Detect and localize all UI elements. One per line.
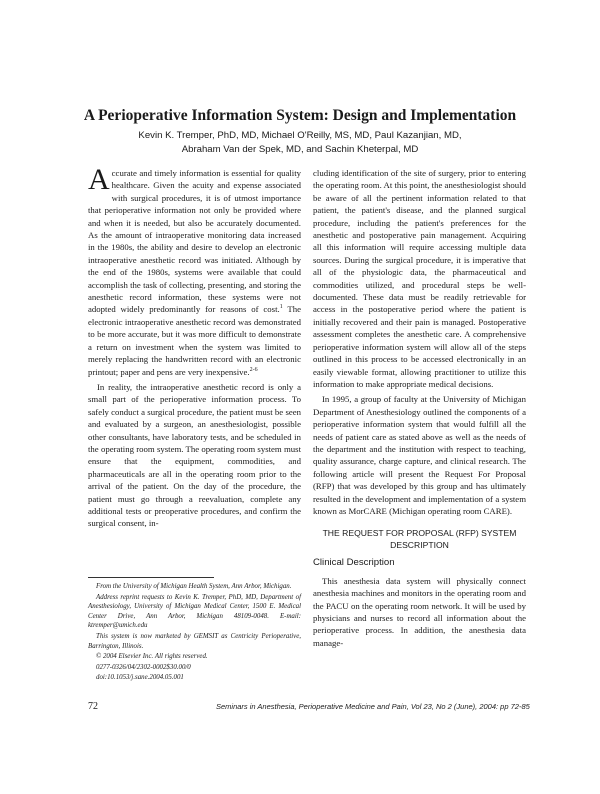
footnote-rule <box>88 577 214 578</box>
section-heading <box>313 527 526 551</box>
paragraph-1995: In 1995, a group of faculty at the University of Michigan Department of Anesthesiology outlined the components of a perioperative information system that would fulfill all the needs of patient care as stated above as well as the needs of the department and the institution with respect to teaching, quality assurance, charge capture, and clinical research. The following article will present the Request For Proposal (RFP) that was developed by this group and has ultimately resulted in the development and implementation of a system known as MorCARE (Michigan operating room CARE). <box>313 394 526 516</box>
authors-line-2: Abraham Van der Spek, MD, and Sachin Kheterpal, MD <box>181 144 419 155</box>
paragraph-continued: cluding identification of the site of surgery, prior to entering the operating room. At this point, the anesthesiologist should be aware of all the pertinent information related to that patient, the patient's disease, and the planned surgical procedure, including the patient's preferences for the anesthetic and postoperative pain management. Acquiring all this information will require accessing multiple data sources. During the surgical procedure, it is imperative that all of the physiologic data, the pharmaceutical and commodities utilized, and procedural steps be well-documented. These data must be readily retrievable for access in the postoperative period where the patient is initially recovered and their pain is managed. Postoperative assessment completes the anesthetic care. A comprehensive perioperative information system will allow all of the steps outlined in this process to be accessed electronically in an easily viewable format, allowing practitioner to utilize this information to make appropriate medical decisions. <box>313 168 526 389</box>
article-title: A Perioperative Information System: Design and Implementation <box>83 107 517 124</box>
left-column <box>88 163 302 530</box>
drop-cap: A <box>88 163 110 196</box>
subsection-heading: Clinical Description <box>313 557 395 569</box>
footnote-reprint: Address reprint requests to Kevin K. Tremper, PhD, MD, Department of Anesthesiology, University of Michigan Medical Center, 1500 E. Medical Center Drive, Ann Arbor, Michigan 48109-0048. E-mail: ktremper@umich.edu <box>88 593 301 630</box>
intro-text-cont: The electronic intraoperative anesthetic record was demonstrated to be more accurate, but it was more difficult to demonstrate a return on investment when the system was limited to merely replacing the handwritten record with an electronic printout; paper and pens are very inexpensive. <box>88 304 302 377</box>
section-heading-line-1: THE REQUEST FOR PROPOSAL (RFP) SYSTEM <box>322 528 517 539</box>
reference-2-6: 2-6 <box>249 366 258 373</box>
footnote-copyright: © 2004 Elsevier Inc. All rights reserved. <box>96 653 208 661</box>
journal-citation: Seminars in Anesthesia, Perioperative Medicine and Pain, Vol 23, No 2 (June), 2004: pp 72-85 <box>216 702 530 711</box>
intro-paragraph <box>88 163 302 378</box>
footnote-doi: doi:10.1053/j.sane.2004.05.001 <box>96 674 184 682</box>
section-heading-line-2: DESCRIPTION <box>390 540 449 551</box>
right-column <box>313 167 526 649</box>
footnote-affiliation: From the University of Michigan Health System, Ann Arbor, Michigan. <box>96 583 292 590</box>
intro-text: ccurate and timely information is essential for quality healthcare. Given the acuity and expense associated with surgical procedures, it is of utmost importance that perioperative information not only be provided where and when it is needed, but also be accurately documented. As the amount of intraoperative monitoring data increased in the 1980s, the ability and desire to develop an electronic intraoperative anesthetic record was initiated. Although by the end of the 1980s, systems were available that could accomplish the task of collecting, presenting, and storing the anesthetic record information, these systems were not adopted widely predominantly for reasons of cost. <box>88 168 301 315</box>
footnote-marketing: This system is now marketed by GEMSIT as Centricity Perioperative, Barrington, Illinois. <box>88 632 301 650</box>
footnote-issn: 0277-0326/04/2302-0002$30.00/0 <box>96 663 191 671</box>
reference-1: 1 <box>279 304 283 311</box>
paragraph-clinical: This anesthesia data system will physically connect anesthesia machines and monitors in the operating room and the PACU on the operating room network. It will be used by physicians and nurses to record all information about the perioperative process. In addition, the anesthesia data manage- <box>313 575 526 648</box>
page-number: 72 <box>88 701 98 712</box>
footnotes <box>88 582 301 684</box>
author-list <box>0 129 600 157</box>
authors-line-1: Kevin K. Tremper, PhD, MD, Michael O'Reilly, MS, MD, Paul Kazanjian, MD, <box>138 130 462 141</box>
paragraph-reality: In reality, the intraoperative anesthetic record is only a small part of the perioperative information process. To safely conduct a surgical procedure, the patient must be seen and evaluated by a surgeon, an anesthesiologist, possible other consultants, have laboratory tests, and be scheduled in the operating room system. The operating room system must ensure that the equipment, commodities, and pharmaceuticals are all in the operating room prior to the arrival of the patient. On the day of the procedure, the patient must go through a reevaluation, complete any additional tests or preoperative procedures, and confirm the surgical consent, in- <box>88 381 301 529</box>
